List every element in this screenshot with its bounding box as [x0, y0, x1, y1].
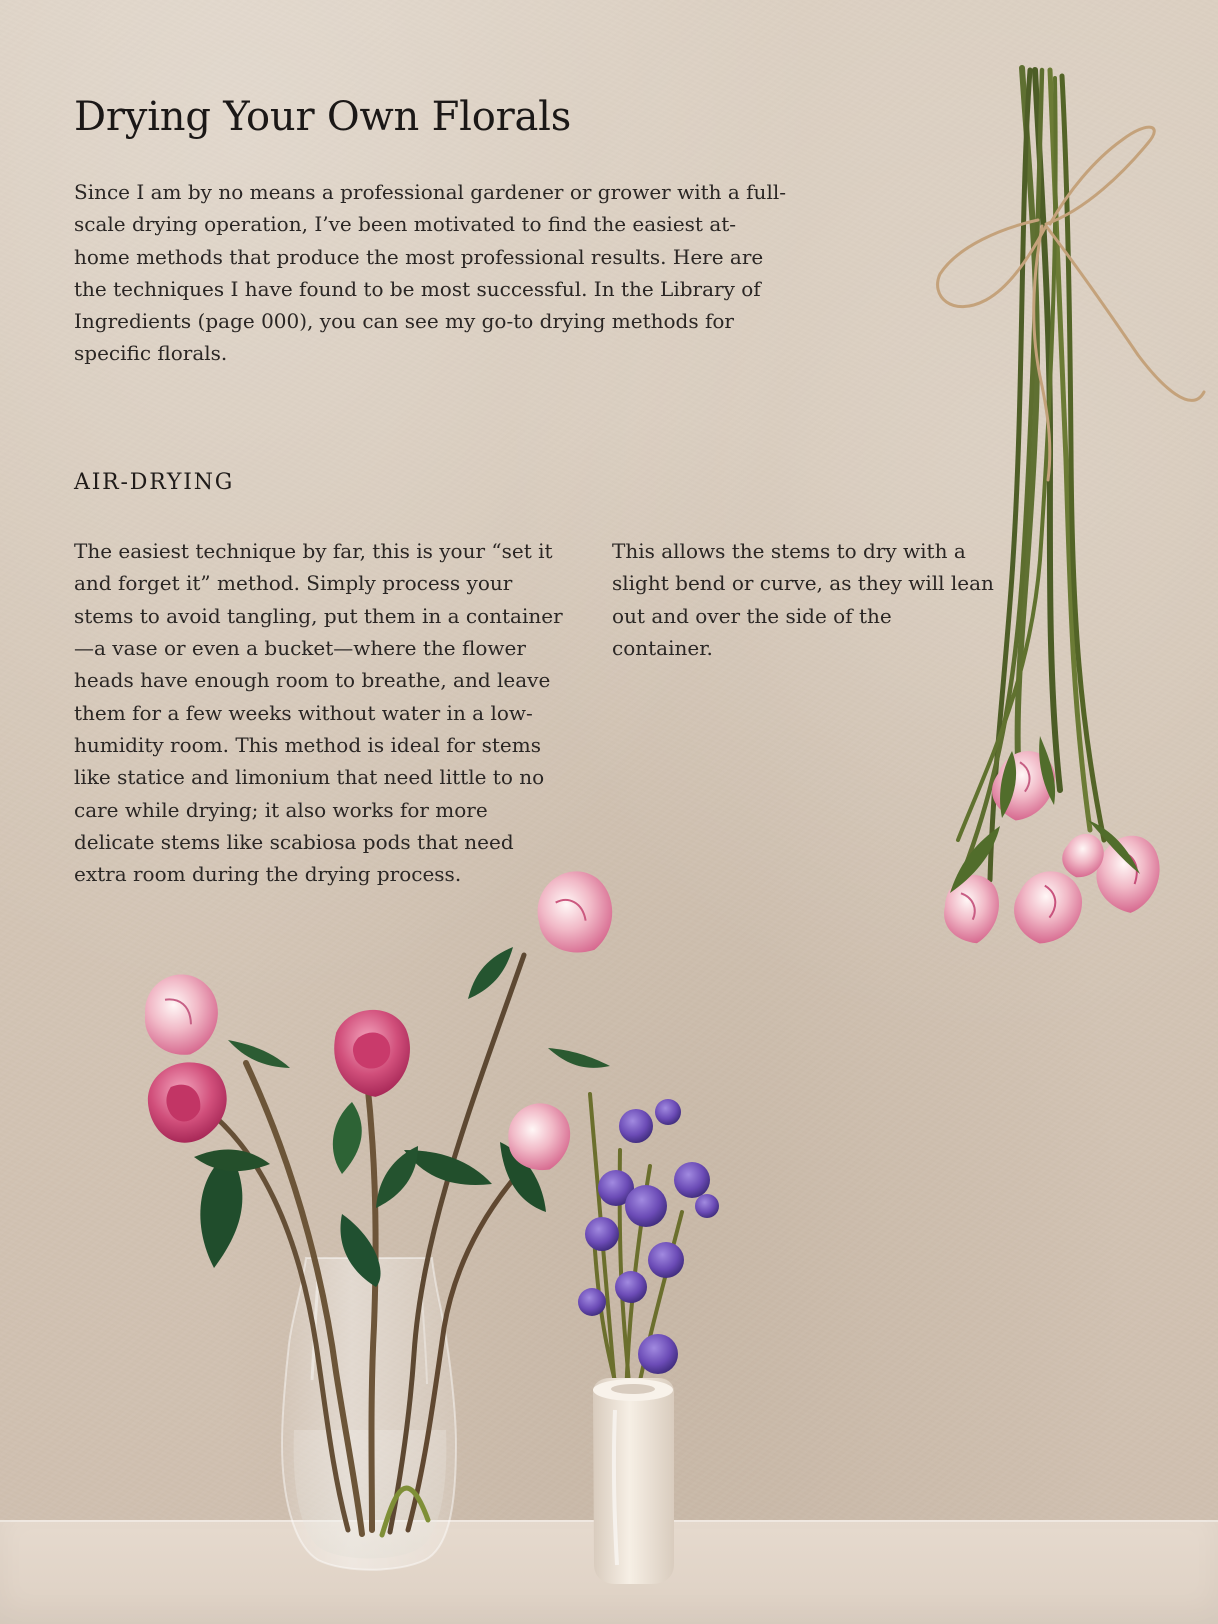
body-column-right: This allows the stems to dry with a slight bend or curve, as they will lean out and over the side of the container. [612, 539, 994, 661]
body-column-left: The easiest technique by far, this is your “set it and forget it” method. Simply process your stems to avoid tangling, put them in a container—a vase or even a bucket—where the flower heads have enough room to breathe, and leave them for a few weeks without water in a low-humidity room. This method is ideal for stems like statice and limonium that need little to no care while drying; it also works for more delicate stems like scabiosa pods that need extra room during the drying process. [74, 539, 563, 887]
tabletop-surface [0, 1520, 1218, 1624]
section-heading-air-drying: AIR-DRYING [74, 470, 235, 495]
page-title: Drying Your Own Florals [74, 94, 572, 140]
intro-paragraph: Since I am by no means a professional gardener or grower with a full-scale drying operation, I’ve been motivated to find the easiest at-home methods that produce the most professional results. Here are the techniques I have found to be most successful. In the Library of Ingredients (page 000), you can see my go-to drying methods for specific florals. [74, 180, 786, 366]
